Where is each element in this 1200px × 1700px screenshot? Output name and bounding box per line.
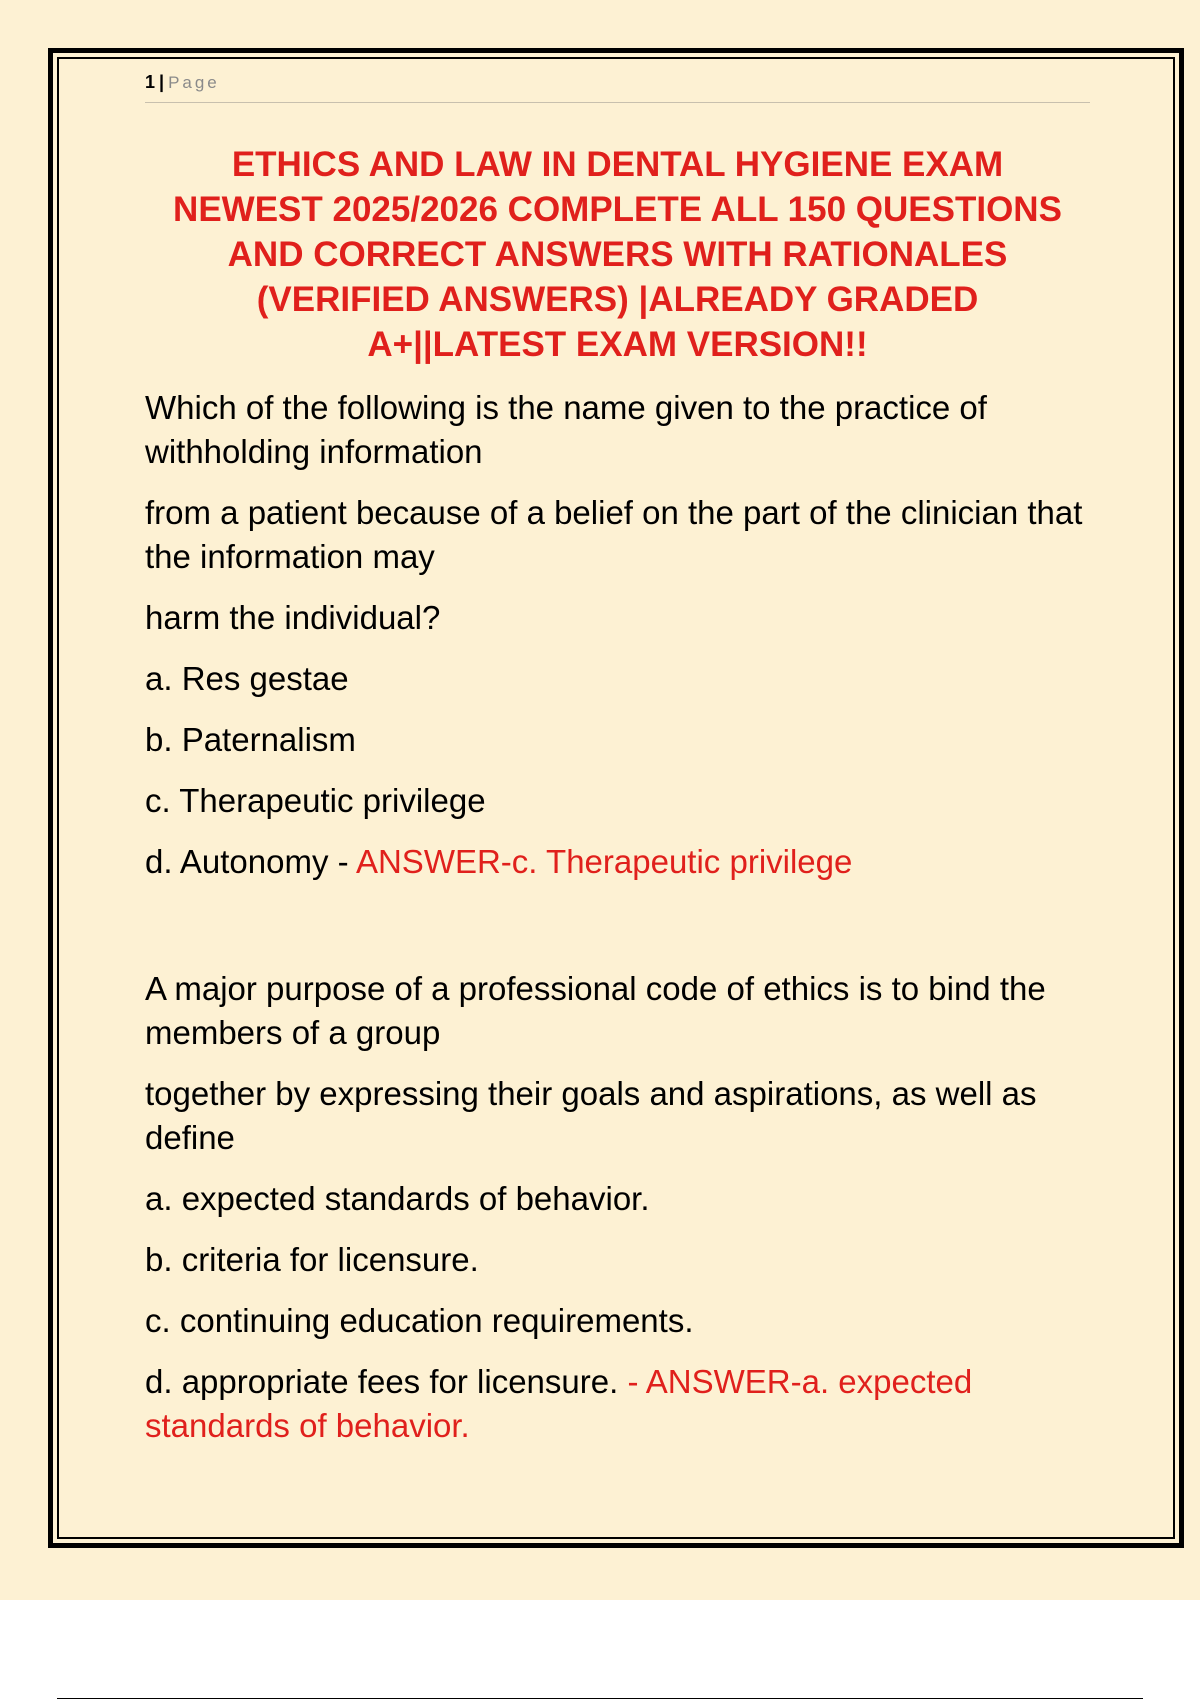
page-separator: | [159,72,165,92]
next-page-rule [57,1698,1143,1699]
page-number: 1 [145,72,156,92]
question-stem: harm the individual? [145,599,441,636]
title-line: A+||LATEST EXAM VERSION!! [367,325,868,364]
option-a: a. Res gestae [145,660,349,697]
option-d-text: d. appropriate fees for licensure. [145,1363,628,1400]
question-stem: Which of the following is the name given to the practice of withholding information [145,389,987,470]
page-header [145,72,1090,103]
question-stem: from a patient because of a belief on the part of the clinician that the information may [145,494,1083,575]
answer-text: - ANSWER-a. expected standards of behavior. [145,1363,973,1444]
question-2 [145,967,1095,1448]
document-title [140,142,1095,367]
page-label: Page [168,73,220,92]
title-line: NEWEST 2025/2026 COMPLETE ALL 150 QUESTIONS [173,190,1062,229]
title-line: (VERIFIED ANSWERS) |ALREADY GRADED [256,280,979,319]
answer-text: ANSWER-c. Therapeutic privilege [355,843,853,880]
option-c: c. Therapeutic privilege [145,782,486,819]
option-d-text: d. Autonomy - [145,843,356,880]
question-1 [145,386,1095,884]
option-d [145,840,1095,884]
option-c: c. continuing education requirements. [145,1302,694,1339]
option-b: b. Paternalism [145,721,356,758]
question-stem: together by expressing their goals and aspirations, as well as define [145,1075,1037,1156]
question-stem: A major purpose of a professional code of ethics is to bind the members of a group [145,970,1046,1051]
option-b: b. criteria for licensure. [145,1241,479,1278]
title-line: ETHICS AND LAW IN DENTAL HYGIENE EXAM [231,145,1004,184]
title-line: AND CORRECT ANSWERS WITH RATIONALES [227,235,1008,274]
option-a: a. expected standards of behavior. [145,1180,650,1217]
option-d [145,1360,1095,1448]
